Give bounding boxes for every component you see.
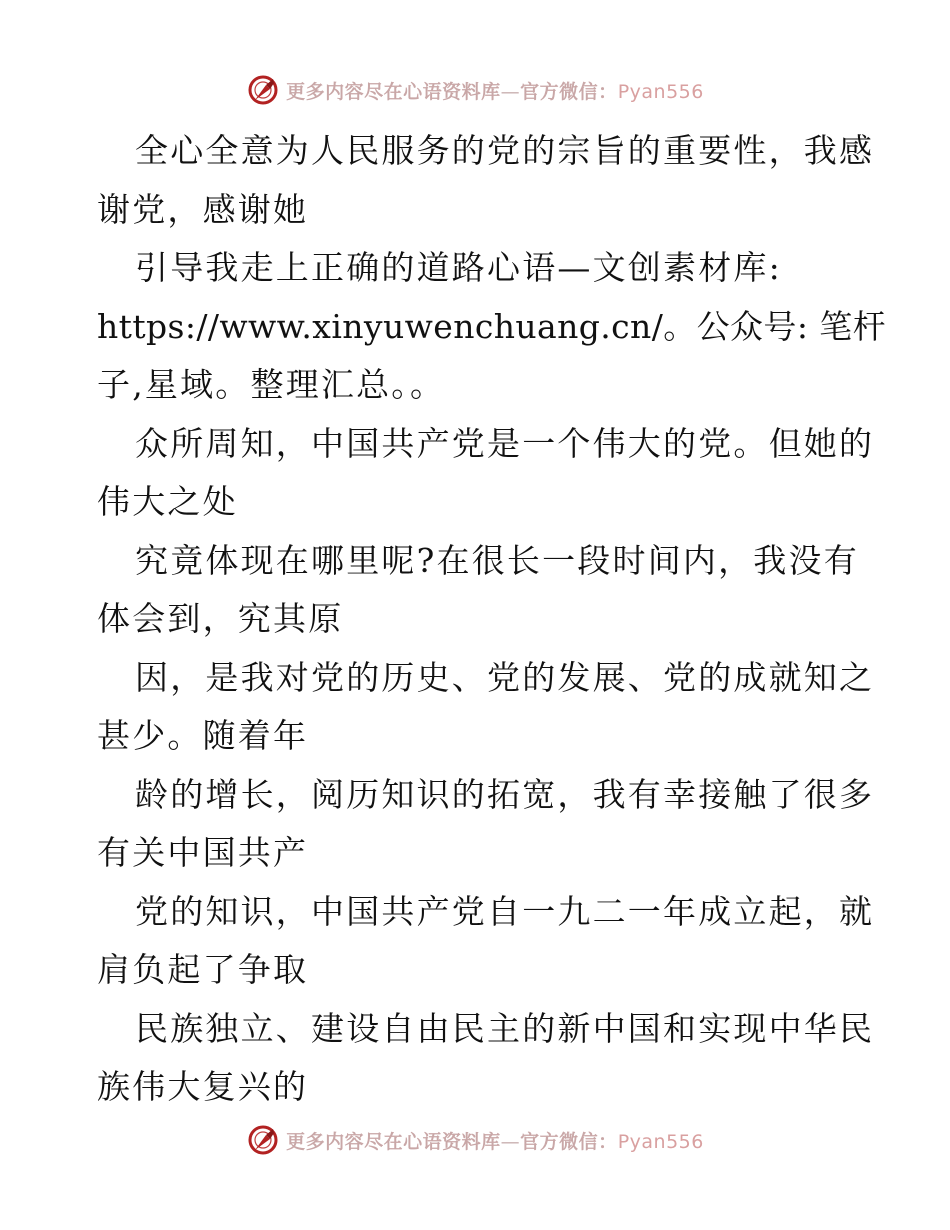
pen-nib-circle-icon bbox=[246, 1123, 280, 1157]
paragraph-line: 因，是我对党的历史、党的发展、党的成就知之 bbox=[135, 657, 875, 697]
footer-wechat-label: 官方微信： bbox=[520, 1130, 618, 1153]
paragraph-line: 全心全意为人民服务的党的宗旨的重要性，我感 bbox=[135, 131, 875, 170]
paragraph-line: 党的知识，中国共产党自一九二一年成立起，就 bbox=[135, 891, 875, 931]
paragraph-line: 肩负起了争取 bbox=[97, 950, 309, 989]
paragraph-line: 众所周知，中国共产党是一个伟大的党。但她的 bbox=[135, 423, 875, 463]
header-banner bbox=[0, 70, 950, 110]
footer-text bbox=[286, 1127, 704, 1154]
footer-brand: 更多内容尽在心语资料库 bbox=[286, 1130, 501, 1153]
footer-banner bbox=[0, 1120, 950, 1160]
header-separator: — bbox=[500, 80, 521, 103]
footer-separator: — bbox=[500, 1130, 521, 1153]
paragraph-line: 龄的增长，阅历知识的拓宽，我有幸接触了很多 bbox=[135, 774, 875, 814]
header-wechat-id: Pyan556 bbox=[617, 80, 704, 103]
paragraph-line: https://www.xinyuwenchuang.cn/。公众号: 笔杆 bbox=[97, 306, 887, 346]
header-text bbox=[286, 77, 704, 104]
pen-nib-circle-icon bbox=[246, 73, 280, 107]
paragraph-line: 有关中国共产 bbox=[97, 833, 309, 872]
paragraph-line: 民族独立、建设自由民主的新中国和实现中华民 bbox=[135, 1008, 875, 1048]
header-brand: 更多内容尽在心语资料库 bbox=[286, 80, 501, 103]
paragraph-line: 谢党，感谢她 bbox=[97, 189, 309, 229]
footer-wechat-id: Pyan556 bbox=[617, 1130, 704, 1153]
paragraph-line: 族伟大复兴的 bbox=[97, 1067, 309, 1106]
document-body bbox=[97, 122, 887, 1117]
paragraph-line: 引导我走上正确的道路心语—文创素材库: bbox=[135, 248, 782, 287]
paragraph-line: 究竟体现在哪里呢?在很长一段时间内，我没有 bbox=[135, 540, 859, 580]
paragraph-line: 甚少。随着年 bbox=[97, 716, 309, 755]
paragraph-line: 伟大之处 bbox=[97, 482, 238, 521]
paragraph-line: 体会到，究其原 bbox=[97, 599, 344, 638]
header-wechat-label: 官方微信： bbox=[520, 80, 618, 103]
paragraph-line: 子,星域。整理汇总。。 bbox=[97, 365, 446, 404]
